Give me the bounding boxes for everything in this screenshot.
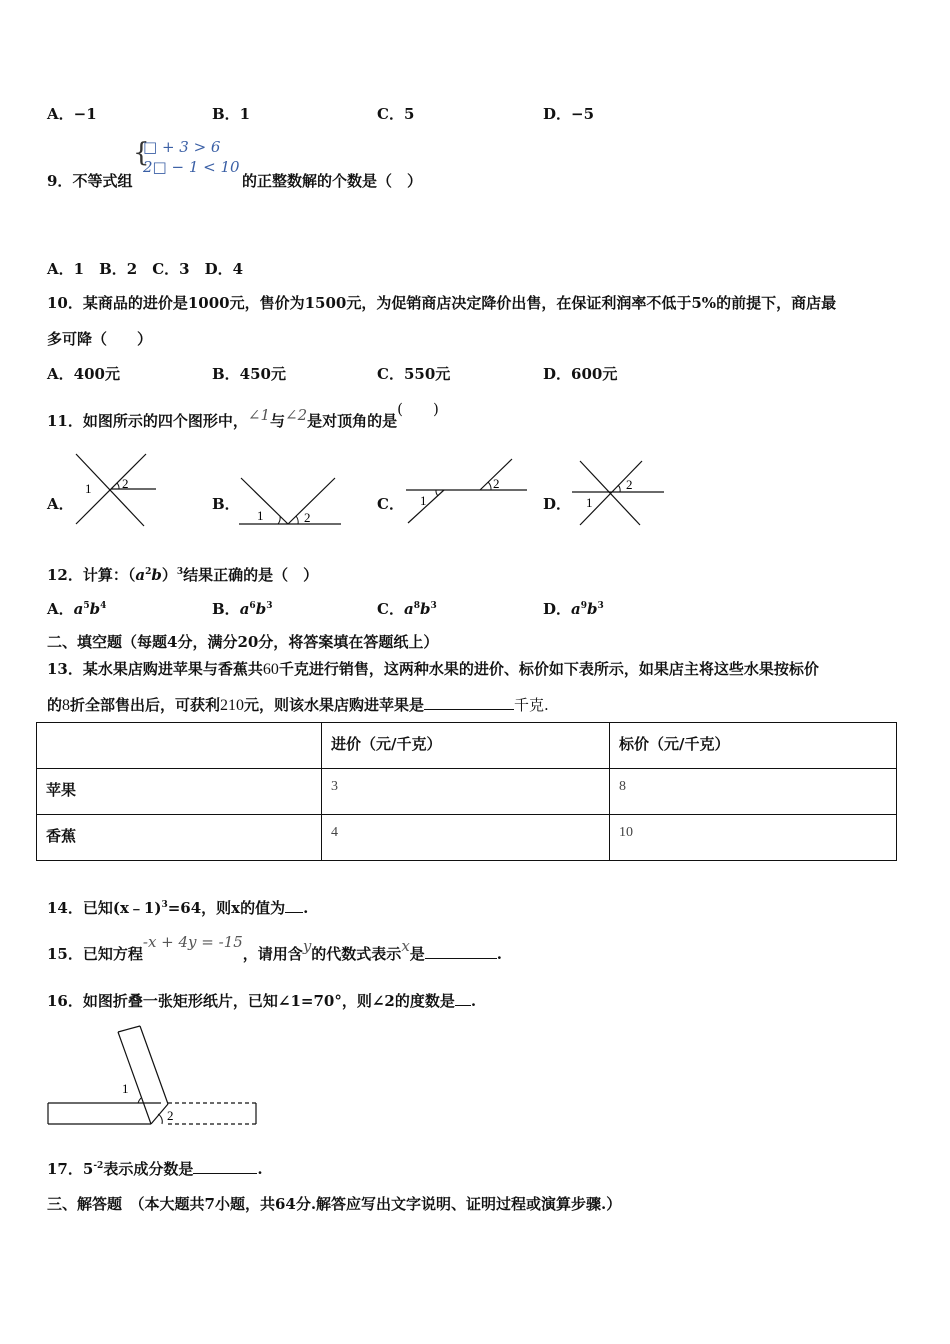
option-c: C．550元 xyxy=(377,365,451,383)
option-a: A．400元 xyxy=(47,365,120,383)
question-text: 不等式组 xyxy=(72,172,133,190)
table-cell: 8 xyxy=(610,769,897,815)
angle-label-2: 2 xyxy=(122,476,129,491)
figure-label-d: D． xyxy=(543,495,572,513)
inequality-2: 2□ − 1 < 10 xyxy=(143,158,240,176)
answer-blank[interactable] xyxy=(424,695,514,710)
option-c: C．5 xyxy=(377,105,415,123)
answer-blank[interactable] xyxy=(193,1159,257,1174)
price-table xyxy=(36,722,897,861)
question-text: 与 xyxy=(270,412,286,430)
answer-blank[interactable] xyxy=(285,898,303,913)
var-a: a xyxy=(135,566,146,584)
figure-label-b: B． xyxy=(212,495,240,513)
inequality-1: □ + 3 > 6 xyxy=(143,138,221,156)
question-text: ） xyxy=(161,566,177,584)
question-number: 9． xyxy=(47,172,73,190)
angle-label-1: 1 xyxy=(122,1081,129,1096)
answer-blank[interactable] xyxy=(425,944,497,959)
option-d: D．−5 xyxy=(543,105,595,123)
brace-symbol: { xyxy=(133,138,150,168)
answer-paren: ( ) xyxy=(397,400,439,418)
figure-d xyxy=(566,455,666,529)
table-cell: 香蕉 xyxy=(37,815,322,861)
exponent: 2 xyxy=(145,567,152,577)
figure-b xyxy=(235,472,345,530)
table-cell: 4 xyxy=(322,815,610,861)
figure-label-a: A． xyxy=(47,495,74,513)
question-9 xyxy=(47,170,132,191)
table-cell: 进价（元/千克） xyxy=(322,723,610,769)
answer-blank[interactable] xyxy=(455,991,471,1006)
question-text: 12．计算：（ xyxy=(47,566,136,584)
table-row xyxy=(37,769,897,815)
table-cell: 标价（元/千克） xyxy=(610,723,897,769)
option-a: A．$a^5b^4$ xyxy=(47,600,107,618)
question-13-line2: 的8折全部售出后，可获利210元，则该水果店购进苹果是 千克. xyxy=(47,696,549,714)
question-text: 结果正确的是（ ） xyxy=(183,566,319,584)
table-cell: 3 xyxy=(322,769,610,815)
angle-2-symbol: ∠2 xyxy=(285,406,308,424)
question-text: 11．如图所示的四个图形中， xyxy=(47,412,248,430)
table-cell xyxy=(37,723,322,769)
equation: -x + 4y = -15 xyxy=(142,933,243,951)
section-2-heading: 二、填空题（每题4分，满分20分，将答案填在答题纸上） xyxy=(47,633,439,651)
exponent: 3 xyxy=(176,567,184,577)
question-16: 16．如图折叠一张矩形纸片，已知∠1=70°，则∠2的度数是 . xyxy=(47,992,477,1010)
question-11 xyxy=(47,400,439,431)
figure-label-c: C． xyxy=(377,495,404,513)
question-12 xyxy=(47,564,318,585)
section-3-heading: 三、解答题 （本大题共7小题，共64分.解答应写出文字说明、证明过程或演算步骤.） xyxy=(47,1195,622,1213)
table-cell: 苹果 xyxy=(37,769,322,815)
table-cell: 10 xyxy=(610,815,897,861)
angle-label-2: 2 xyxy=(493,476,500,491)
angle-label-1: 1 xyxy=(420,493,427,508)
question-9-options: A．1 B．2 C．3 D．4 xyxy=(47,260,244,278)
var-b: b xyxy=(151,566,162,584)
option-b: B．$a^6b^3$ xyxy=(212,600,273,618)
table-row xyxy=(37,815,897,861)
question-text: 是对顶角的是 xyxy=(307,412,398,430)
option-d: D．$a^9b^3$ xyxy=(543,600,604,618)
angle-label-1: 1 xyxy=(85,481,92,496)
option-d: D．600元 xyxy=(543,365,618,383)
angle-label-2: 2 xyxy=(626,477,633,492)
question-13-line1: 13．某水果店购进苹果与香蕉共60千克进行销售，这两种水果的进价、标价如下表所示，如果店主将这些水果按标价 xyxy=(47,660,819,678)
option-a: A．−1 xyxy=(47,105,97,123)
question-10-line2: 多可降（ ） xyxy=(47,330,153,348)
angle-label-2: 2 xyxy=(167,1108,174,1123)
question-10-line1: 10．某商品的进价是1000元，售价为1500元，为促销商店决定降价出售，在保证利润率不低于5%的前提下，商店最 xyxy=(47,294,837,312)
question-17: 17．$5^{-2}$表示成分数是 . xyxy=(47,1160,263,1178)
question-15: 15．已知方程-x + 4y = -15，请用含y的代数式表示x是 . xyxy=(47,933,503,963)
folded-rectangle-figure xyxy=(44,1020,264,1130)
option-b: B．1 xyxy=(212,105,251,123)
angle-label-1: 1 xyxy=(586,495,593,510)
angle-label-1: 1 xyxy=(257,508,264,523)
figure-a xyxy=(68,448,163,530)
figure-c xyxy=(400,455,530,527)
angle-1-symbol: ∠1 xyxy=(247,406,271,424)
question-9-suffix: 的正整数解的个数是（ ） xyxy=(242,172,423,190)
option-c: C．$a^8b^3$ xyxy=(377,600,437,618)
question-14: 14．已知(x﹣1)$^3$=64，则x的值为 . xyxy=(47,899,309,917)
angle-label-2: 2 xyxy=(304,510,311,525)
option-b: B．450元 xyxy=(212,365,286,383)
table-row xyxy=(37,723,897,769)
